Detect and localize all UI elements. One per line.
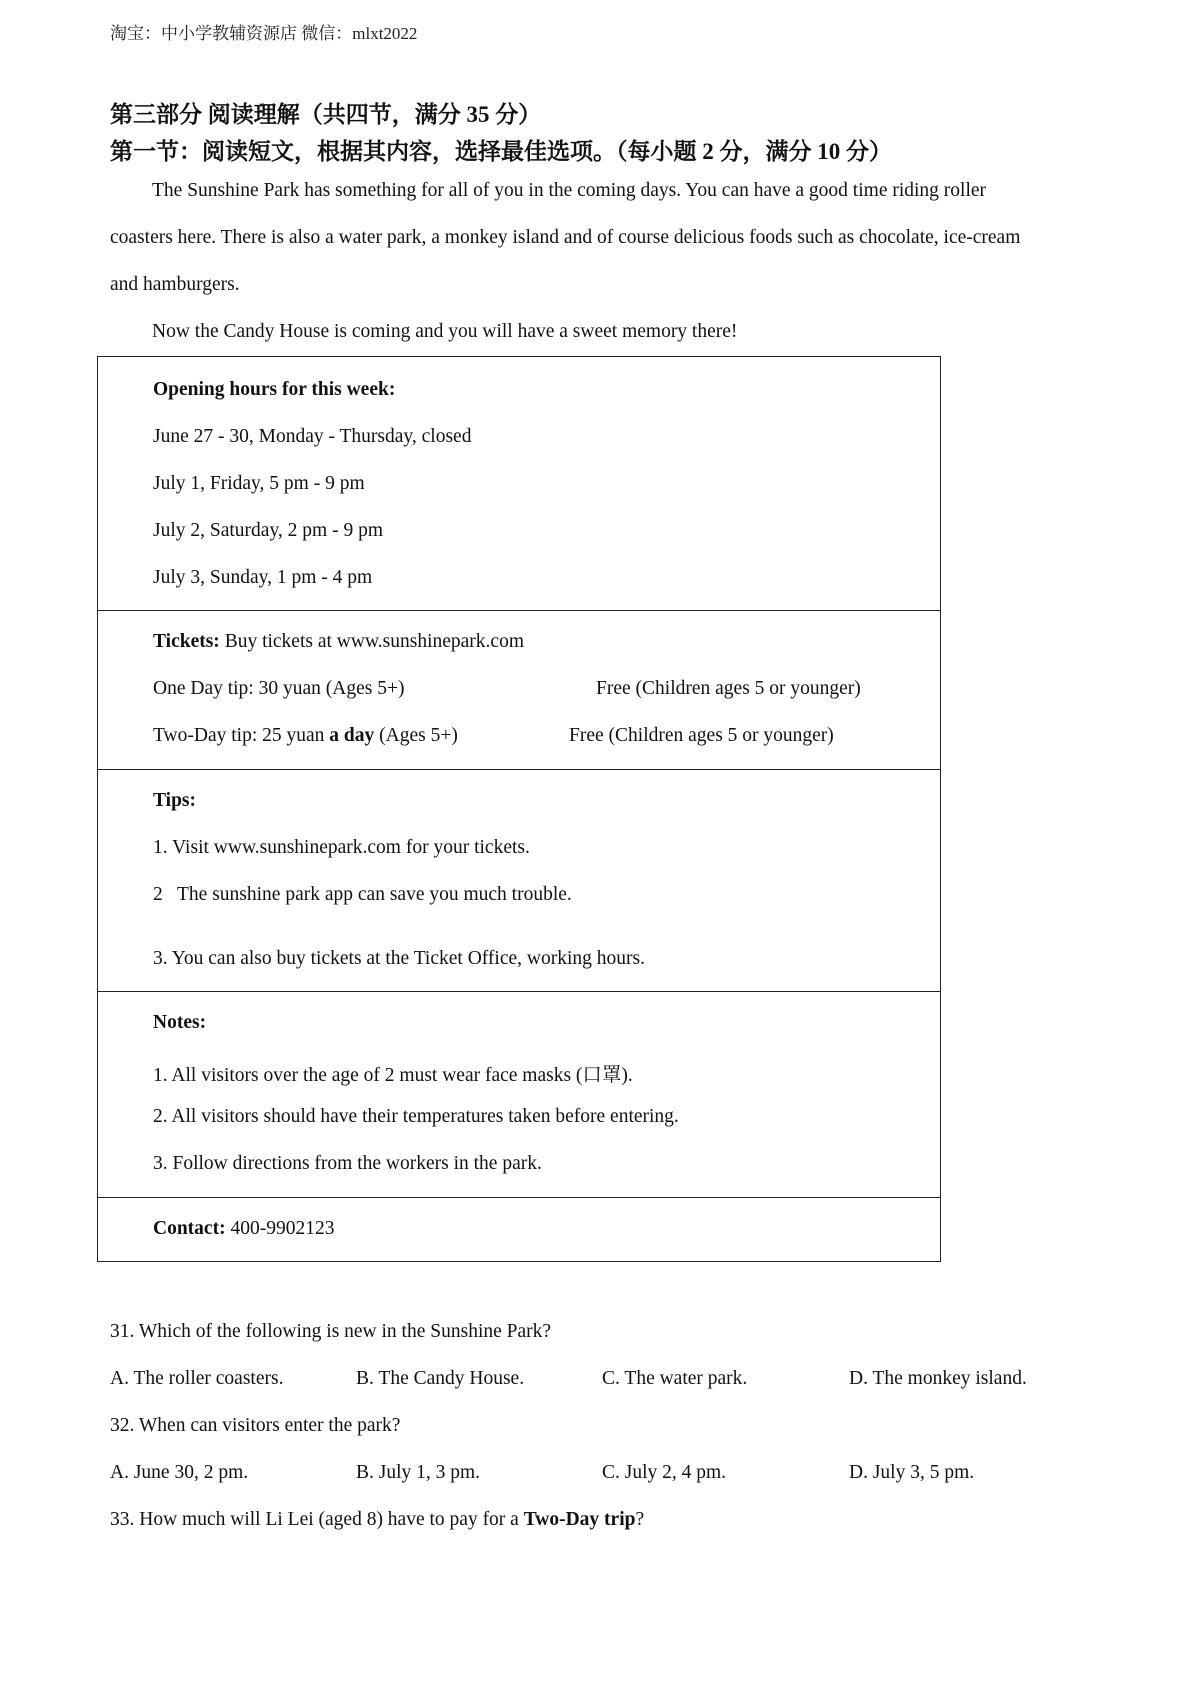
opening-row: July 2, Saturday, 2 pm - 9 pm	[153, 520, 384, 541]
opening-row: July 3, Sunday, 1 pm - 4 pm	[153, 567, 373, 588]
question-31-option-a: A. The roller coasters.	[110, 1368, 284, 1389]
section-divider	[98, 769, 940, 770]
tickets-line	[153, 631, 524, 653]
note-item: 3. Follow directions from the workers in the park.	[153, 1153, 542, 1174]
one-day-price: One Day tip: 30 yuan (Ages 5+)	[153, 678, 405, 699]
question-32-option-d: D. July 3, 5 pm.	[849, 1462, 975, 1483]
section-title: 第一节：阅读短文，根据其内容，选择最佳选项。（每小题 2 分，满分 10 分）	[110, 139, 892, 164]
notice-box	[97, 356, 941, 1262]
section-divider	[98, 991, 940, 992]
two-day-free: Free (Children ages 5 or younger)	[569, 725, 834, 746]
note-item: 1. All visitors over the age of 2 must wear face masks (口罩).	[153, 1065, 633, 1086]
notes-heading: Notes:	[153, 1012, 207, 1033]
one-day-free: Free (Children ages 5 or younger)	[596, 678, 861, 699]
question-32-stem: 32. When can visitors enter the park?	[110, 1415, 401, 1436]
intro-line-3: and hamburgers.	[110, 274, 240, 295]
tip-item: 2 The sunshine park app can save you much trouble.	[153, 884, 572, 905]
intro-line-4: Now the Candy House is coming and you will have a sweet memory there!	[152, 321, 738, 342]
question-31-stem: 31. Which of the following is new in the Sunshine Park?	[110, 1321, 552, 1342]
two-day-price-bold: a day	[329, 725, 375, 746]
opening-row: June 27 - 30, Monday - Thursday, closed	[153, 426, 472, 447]
question-31-option-c: C. The water park.	[602, 1368, 748, 1389]
contact-value: 400-9902123	[225, 1218, 335, 1239]
question-33-stem	[110, 1509, 644, 1531]
intro-line-2: coasters here. There is also a water park, a monkey island and of course delicious foods such as chocolate, ice-cream	[110, 227, 1021, 248]
contact-line	[153, 1218, 334, 1240]
opening-row: July 1, Friday, 5 pm - 9 pm	[153, 473, 365, 494]
question-33-stem-bold: Two-Day trip	[523, 1509, 636, 1530]
question-33-stem-pre: 33. How much will Li Lei (aged 8) have to pay for a	[110, 1509, 524, 1530]
two-day-price-post: (Ages 5+)	[374, 725, 458, 746]
question-32-option-a: A. June 30, 2 pm.	[110, 1462, 249, 1483]
question-32-option-b: B. July 1, 3 pm.	[356, 1462, 481, 1483]
question-31-option-d: D. The monkey island.	[849, 1368, 1027, 1389]
tickets-heading: Tickets:	[153, 631, 220, 652]
note-item: 2. All visitors should have their temperatures taken before entering.	[153, 1106, 679, 1127]
question-32-option-c: C. July 2, 4 pm.	[602, 1462, 727, 1483]
two-day-price-pre: Two-Day tip: 25 yuan	[153, 725, 330, 746]
opening-hours-heading: Opening hours for this week:	[153, 379, 396, 400]
tickets-text: Buy tickets at www.sunshinepark.com	[219, 631, 524, 652]
intro-line-1: The Sunshine Park has something for all of you in the coming days. You can have a good time riding roller	[152, 180, 987, 201]
contact-heading: Contact:	[153, 1218, 226, 1239]
part-title: 第三部分 阅读理解（共四节，满分 35 分）	[110, 102, 542, 127]
page-header: 淘宝：中小学教辅资源店 微信：mlxt2022	[110, 24, 418, 43]
question-33-stem-post: ?	[635, 1509, 645, 1530]
two-day-price	[153, 725, 458, 747]
section-divider	[98, 610, 940, 611]
question-31-option-b: B. The Candy House.	[356, 1368, 525, 1389]
tip-item: 1. Visit www.sunshinepark.com for your tickets.	[153, 837, 530, 858]
section-divider	[98, 1197, 940, 1198]
tip-item: 3. You can also buy tickets at the Ticket Office, working hours.	[153, 948, 645, 969]
tips-heading: Tips:	[153, 790, 196, 811]
